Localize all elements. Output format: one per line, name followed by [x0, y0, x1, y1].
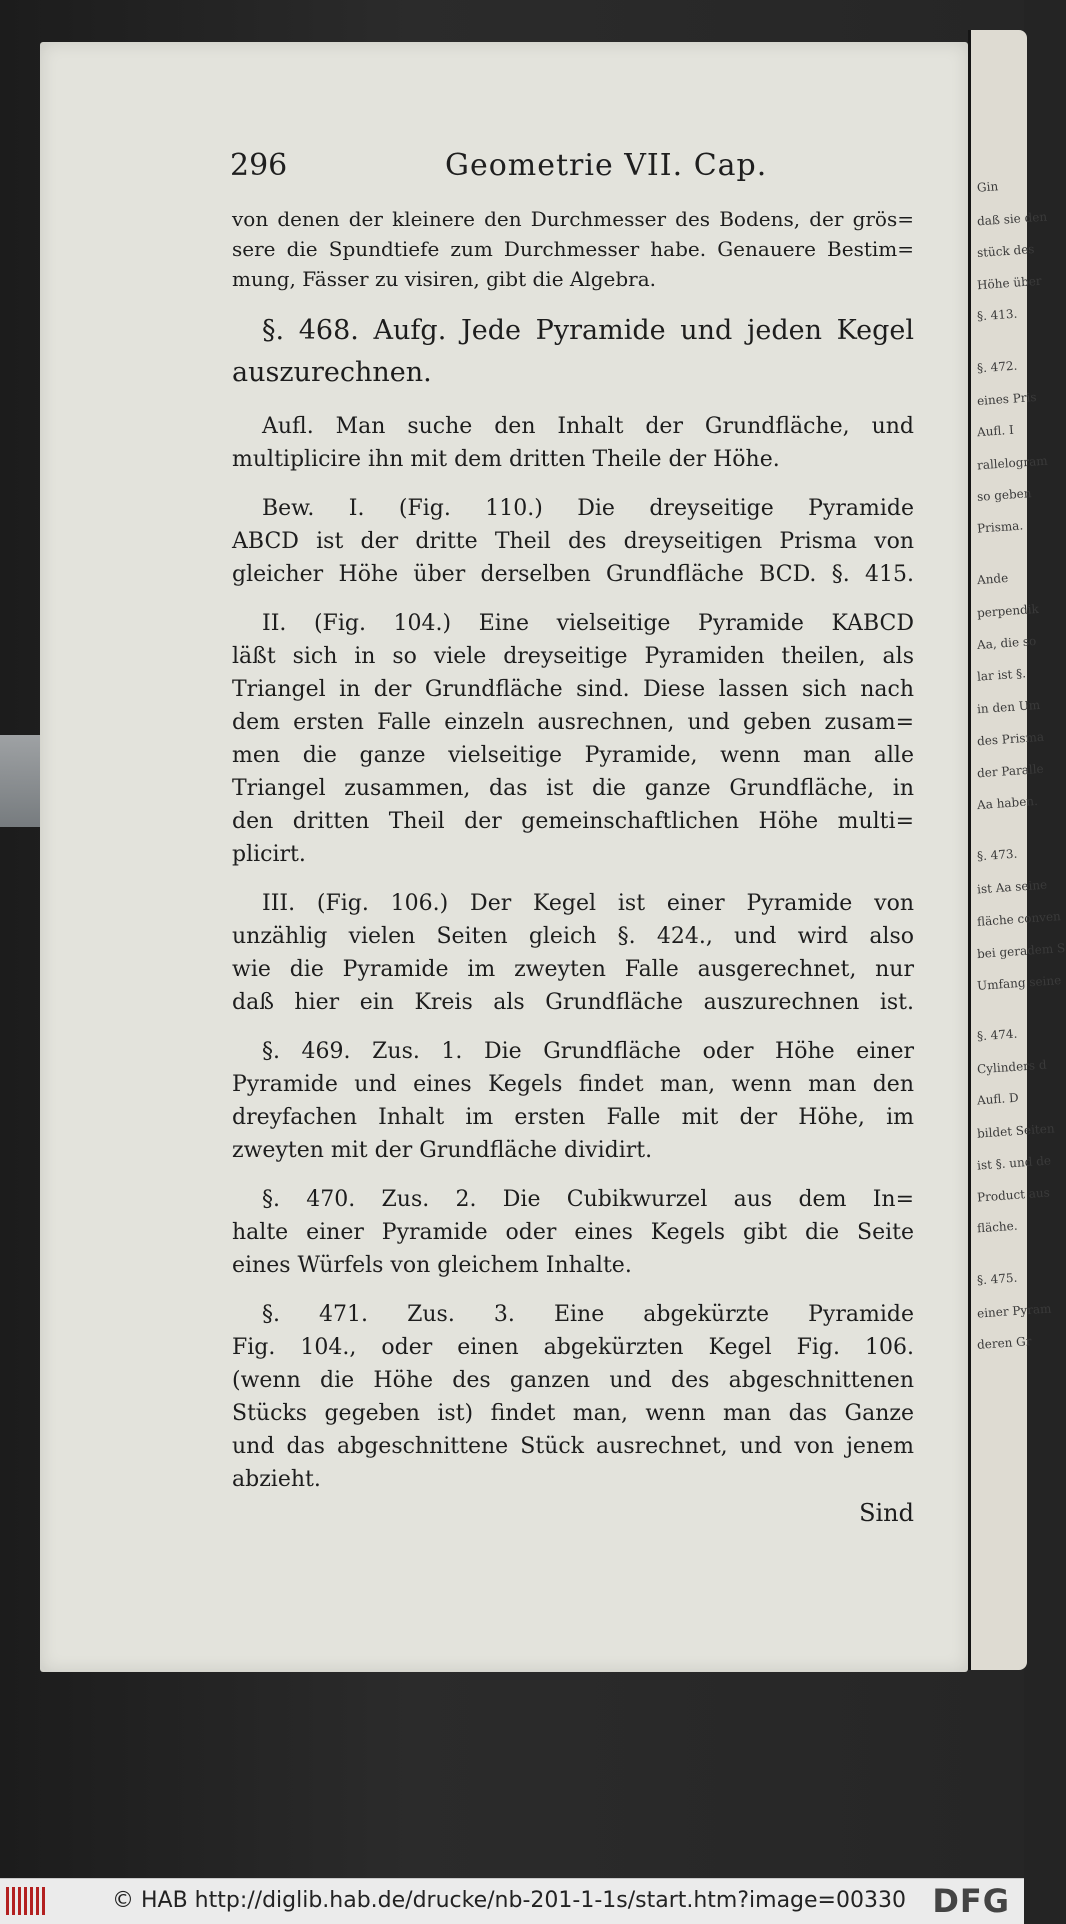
text-line: §. 470. Zus. 2. Die Cubikwurzel aus dem In= [262, 1187, 914, 1212]
text-line: mung, Fässer zu visiren, gibt die Algebra. [232, 267, 657, 291]
page-text [232, 204, 914, 1530]
text-line: unzählig vielen Seiten gleich §. 424., und wird also [232, 924, 914, 949]
next-page-fragment: ist §. und de [976, 1153, 1052, 1173]
next-page-fragment: in den Um [976, 697, 1041, 717]
next-page-fragment: des Prisma [976, 729, 1045, 749]
text-line: gleicher Höhe über derselben Grundfläche BCD. §. 415. [232, 562, 914, 587]
text-line: den dritten Theil der gemeinschaftlichen Höhe multi= [232, 809, 914, 834]
section-468 [232, 310, 914, 394]
text-line: §. 471. Zus. 3. Eine abgekürzte Pyramide [262, 1302, 914, 1327]
text-line: läßt sich in so viele dreyseitige Pyramiden theilen, als [232, 644, 914, 669]
next-page-fragment: §. 472. [976, 358, 1018, 376]
next-page-fragment: Aufl. I [976, 422, 1015, 440]
next-page-fragment: stück des [976, 242, 1035, 260]
text-line: Triangel zusammen, das ist die ganze Grundfläche, in [232, 776, 914, 801]
text-line: Pyramide und eines Kegels findet man, wenn man den [232, 1072, 914, 1097]
next-page-fragment: ist Aa seine [976, 877, 1048, 897]
next-page-fragment: Aa haben. [976, 793, 1039, 813]
next-page-fragment: bei geradem S [976, 940, 1066, 962]
bew3-paragraph [232, 887, 914, 1019]
next-page-fragment: daß sie den [976, 209, 1048, 229]
next-page-fragment: bildet Seiten [976, 1121, 1055, 1141]
next-page-fragment: Aa, die so [976, 633, 1037, 653]
next-page-fragment: Umfang seine [976, 973, 1062, 993]
catchword: Sind [859, 1499, 914, 1527]
text-line: zweyten mit der Grundfläche dividirt. [232, 1138, 653, 1163]
next-page-fragment: Aufl. D [976, 1090, 1020, 1108]
bew1-paragraph [232, 492, 914, 591]
text-line: abzieht. [232, 1467, 321, 1492]
footer-credit: © HAB http://diglib.hab.de/drucke/nb-201-1-1s/start.htm?image=00330 [112, 1888, 906, 1913]
next-page-fragment: §. 473. [976, 846, 1018, 864]
next-page-fragment: Höhe über [976, 273, 1043, 293]
next-page-fragment: perpendik [976, 601, 1040, 621]
text-line: §. 468. Aufg. Jede Pyramide und jeden Kegel [262, 315, 914, 346]
next-page-edge [968, 30, 1066, 1670]
text-line: von denen der kleinere den Durchmesser des Bodens, der grös= [232, 207, 914, 231]
dfg-logo: DFG [932, 1882, 1010, 1920]
next-page-fragment: der Paralle [976, 761, 1045, 781]
text-line: halte einer Pyramide oder eines Kegels gibt die Seite [232, 1220, 914, 1245]
text-line: ABCD ist der dritte Theil des dreyseitigen Prisma von [232, 529, 914, 554]
next-page-fragment: Gin [976, 179, 999, 195]
bew2-paragraph [232, 607, 914, 871]
next-page-fragment: einer Pyram [976, 1301, 1052, 1321]
section-471 [232, 1298, 914, 1496]
text-line: multiplicire ihn mit dem dritten Theile der Höhe. [232, 447, 780, 472]
text-line: Aufl. Man suche den Inhalt der Grundfläche, und [262, 414, 914, 439]
text-line: Bew. I. (Fig. 110.) Die dreyseitige Pyramide [262, 496, 914, 521]
text-line: Stücks gegeben ist) findet man, wenn man das Ganze [232, 1401, 914, 1426]
text-line: III. (Fig. 106.) Der Kegel ist einer Pyramide von [262, 891, 914, 916]
section-470 [232, 1183, 914, 1282]
text-line: II. (Fig. 104.) Eine vielseitige Pyramide KABCD [262, 611, 914, 636]
next-page-fragment: deren Gr [976, 1334, 1032, 1352]
text-line: men die ganze vielseitige Pyramide, wenn man alle [232, 743, 914, 768]
section-469 [232, 1035, 914, 1167]
next-page-fragment: fläche. [976, 1218, 1018, 1236]
page-number: 296 [230, 148, 288, 183]
text-line: dem ersten Falle einzeln ausrechnen, und geben zusam= [232, 710, 914, 735]
running-title: Geometrie VII. Cap. [445, 148, 768, 183]
text-line: daß hier ein Kreis als Grundfläche auszurechnen ist. [232, 990, 914, 1015]
text-line: (wenn die Höhe des ganzen und des abgeschnittenen [232, 1368, 914, 1393]
text-line: auszurechnen. [232, 357, 432, 388]
next-page-fragment: Product aus [976, 1185, 1051, 1205]
intro-paragraph [232, 204, 914, 294]
text-line: und das abgeschnittene Stück ausrechnet, und von jenem [232, 1434, 914, 1459]
text-line: eines Würfels von gleichem Inhalte. [232, 1253, 632, 1278]
text-line: wie die Pyramide im zweyten Falle ausgerechnet, nur [232, 957, 914, 982]
next-page-fragment: eines Pris [976, 389, 1037, 409]
next-page-fragment: so geben [976, 486, 1032, 504]
next-page-fragment: §. 474. [976, 1026, 1018, 1044]
next-page-fragment: fläche conven [976, 909, 1062, 929]
next-page-fragment: lar ist §. [976, 666, 1027, 684]
text-line: plicirt. [232, 842, 306, 867]
text-line: §. 469. Zus. 1. Die Grundfläche oder Höhe einer [262, 1039, 914, 1064]
next-page-fragment: Prisma. [976, 518, 1024, 536]
next-page-fragment: Cylinders d [976, 1057, 1047, 1077]
next-page-fragment: rallelogram [976, 453, 1049, 473]
next-page-fragment: Ande [976, 570, 1009, 588]
text-line: Triangel in der Grundfläche sind. Diese lassen sich nach [232, 677, 914, 702]
aufl-paragraph [232, 410, 914, 476]
next-page-fragment: §. 475. [976, 1270, 1018, 1288]
text-line: Fig. 104., oder einen abgekürzten Kegel Fig. 106. [232, 1335, 914, 1360]
footer-bar [0, 1878, 1024, 1924]
next-page-fragment: §. 413. [976, 306, 1018, 324]
hab-logo-icon [6, 1887, 46, 1915]
text-line: sere die Spundtiefe zum Durchmesser habe. Genauere Bestim= [232, 237, 914, 261]
text-line: dreyfachen Inhalt im ersten Falle mit der Höhe, im [232, 1105, 914, 1130]
